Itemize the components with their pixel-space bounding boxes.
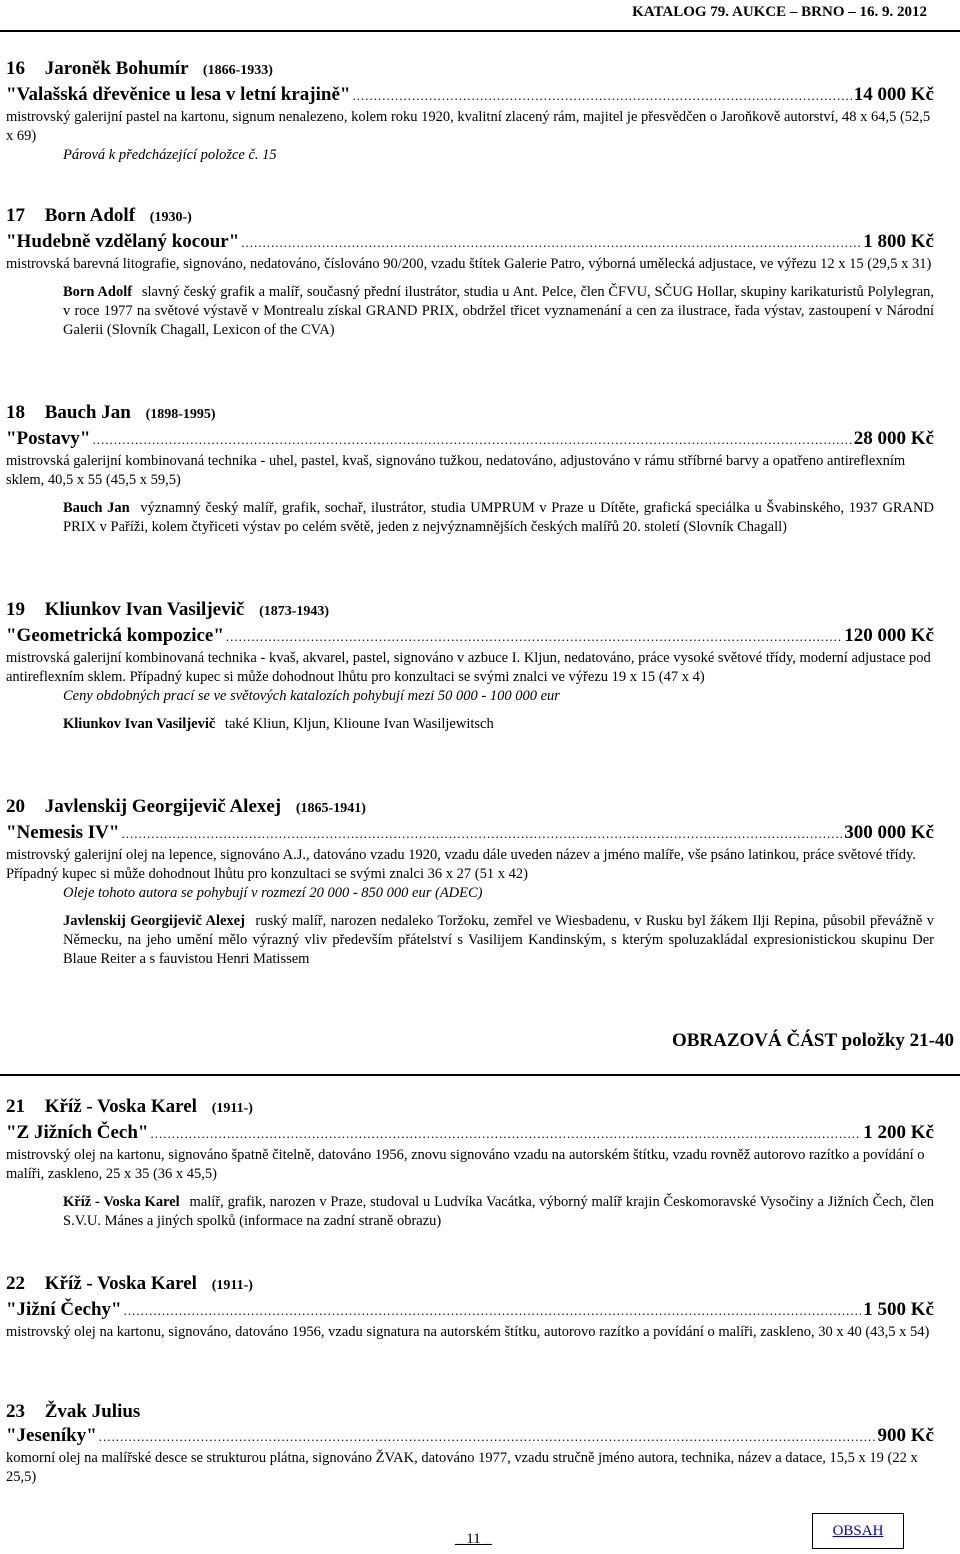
lot-number: 18 [6, 402, 25, 423]
artwork-title: "Postavy" [6, 428, 91, 449]
artwork-description: mistrovská galerijní kombinovaná technika - kvaš, akvarel, pastel, signováno v azbuce I. Kljun, nedatováno, práce vysoké světové třídy, moderní adjustace pod antireflexním sklem. Případný kupec si může dohodnout lhůtu pro konzultaci se svými znalci ve výřezu 19 x 15 (47 x 4) [6, 650, 931, 685]
title-row [6, 83, 934, 108]
leader-dots [92, 428, 851, 452]
catalog-title: KATALOG 79. AUKCE – BRNO – 16. 9. 2012 [632, 4, 927, 20]
contents-link[interactable]: OBSAH [812, 1513, 904, 1549]
lot-item-16 [6, 57, 934, 165]
title-row [6, 230, 934, 255]
lot-price: 120 000 Kč [844, 625, 934, 646]
artist-name: Kříž - Voska Karel [44, 1273, 197, 1294]
leader-dots [226, 625, 842, 649]
lot-price: 1 800 Kč [863, 231, 934, 252]
title-row [6, 1121, 934, 1146]
lot-number: 21 [6, 1096, 25, 1117]
artist-dates: (1911-) [211, 1101, 253, 1116]
lot-price: 14 000 Kč [853, 84, 934, 105]
lot-number: 17 [6, 205, 25, 226]
lot-number: 23 [6, 1401, 25, 1422]
bio-text: ruský malíř, narozen nedaleko Toržoku, zemřel ve Wiesbadenu, v Rusku byl žákem Ilji Repina, působil převážně v Německu, na jeho umění mělo výrazný vliv především přátelství s Vasilijem Kandinským, s kterým spoluzakládal expresionistickou skupinu Der Blaue Reiter a s fauvistou Henri Matissem [63, 913, 935, 967]
lot-number: 16 [6, 58, 25, 79]
leader-dots [99, 1425, 876, 1449]
artist-name: Kříž - Voska Karel [44, 1096, 197, 1117]
artwork-title: "Nemesis IV" [6, 822, 120, 843]
leader-dots [352, 84, 851, 108]
page-number-text: _ 11 _ [455, 1531, 492, 1547]
bio-artist-name: Born Adolf [63, 284, 133, 300]
artist-line [6, 204, 934, 230]
title-row [6, 1424, 934, 1449]
section-heading: OBRAZOVÁ ČÁST položky 21-40 [671, 1030, 954, 1051]
bio-artist-name: Kříž - Voska Karel [63, 1194, 180, 1210]
artist-dates: (1873-1943) [259, 604, 330, 619]
artist-dates: (1911-) [211, 1278, 253, 1293]
artist-line [6, 1095, 934, 1121]
artist-bio [63, 499, 934, 537]
bio-text: slavný český grafik a malíř, současný přední ilustrátor, studia u Ant. Pelce, člen ČFVU, SČUG Hollar, skupiny karikaturistů Polylegran, v roce 1977 na světové výstavě v Montrealu získal GRAND PRIX, obdržel třicet vyznamenání a cen za ilustrace, řada výstav, zastoupení v Národní Galerii (Slovník Chagall, Lexicon of the CVA) [63, 284, 934, 338]
lot-item-20 [6, 795, 934, 969]
artist-name: Jaroněk Bohumír [44, 58, 189, 79]
artist-name: Born Adolf [44, 205, 136, 226]
artist-dates: (1930-) [149, 210, 192, 225]
lot-item-22 [6, 1272, 934, 1342]
artwork-title: "Jižní Čechy" [6, 1299, 122, 1320]
lot-item-19 [6, 598, 934, 734]
lot-price: 1 200 Kč [863, 1122, 934, 1143]
catalog-header [0, 4, 960, 21]
bio-artist-name: Javlenskij Georgijevič Alexej [63, 913, 245, 929]
artwork-description: komorní olej na malířské desce se strukturou plátna, signováno ŽVAK, datováno 1977, vzadu stručně jméno autora, technika, název a datace, 15,5 x 19 (22 x 25,5) [6, 1450, 918, 1485]
page-number [455, 1531, 492, 1548]
artist-line [6, 1272, 934, 1298]
artwork-description: mistrovský olej na kartonu, signováno, datováno 1956, vzadu signatura na autorském štítku, autorovo razítko a povídání o malíři, zaskleno, 30 x 40 (43,5 x 54) [6, 1324, 930, 1340]
leader-dots [241, 231, 861, 255]
lot-price: 1 500 Kč [863, 1299, 934, 1320]
artwork-title: "Z Jižních Čech" [6, 1122, 149, 1143]
lot-item-17 [6, 204, 934, 340]
lot-price: 300 000 Kč [844, 822, 934, 843]
title-row [6, 624, 934, 649]
title-row [6, 821, 934, 846]
artwork-title: "Valašská dřevěnice u lesa v letní krajině" [6, 84, 351, 105]
bio-artist-name: Kliunkov Ivan Vasiljevič [63, 716, 216, 732]
artist-name: Žvak Julius [44, 1401, 141, 1422]
lot-item-23 [6, 1400, 934, 1487]
bio-artist-name: Bauch Jan [63, 500, 130, 516]
artwork-note: Ceny obdobných prací se ve světových katalozích pohybují mezi 50 000 - 100 000 eur [63, 688, 560, 704]
artwork-description: mistrovská galerijní kombinovaná technika - uhel, pastel, kvaš, signováno tužkou, nedatováno, adjustováno v rámu stříbrné barvy a opatřeno antireflexním sklem, 40,5 x 55 (45,5 x 59,5) [6, 453, 906, 488]
lot-item-18 [6, 401, 934, 537]
artist-bio [63, 912, 934, 969]
lot-price: 28 000 Kč [853, 428, 934, 449]
leader-dots [121, 822, 842, 846]
bio-text: významný český malíř, grafik, sochař, ilustrátor, studia UMPRUM v Praze u Dítěte, grafická speciálka u Švabinského, 1937 GRAND PRIX v Paříži, kolem čtyřiceti výstav po celém světě, jeden z nejvýznamnějších českých malířů 20. století (Slovník Chagall) [63, 500, 934, 535]
artist-bio [63, 715, 934, 734]
artist-name: Bauch Jan [44, 402, 131, 423]
artwork-note: Párová k předcházející položce č. 15 [63, 147, 277, 163]
header-divider [0, 30, 960, 32]
artwork-title: "Hudebně vzdělaný kocour" [6, 231, 240, 252]
artist-name: Kliunkov Ivan Vasiljevič [44, 599, 245, 620]
artwork-description: mistrovská barevná litografie, signováno, nedatováno, číslováno 90/200, vzadu štítek Galerie Patro, výborná umělecká adjustace, ve výřezu 12 x 15 (29,5 x 31) [6, 256, 932, 272]
artist-line [6, 795, 934, 821]
artwork-title: "Geometrická kompozice" [6, 625, 224, 646]
artist-line [6, 401, 934, 427]
artwork-description: mistrovský galerijní pastel na kartonu, signum nenalezeno, kolem roku 1920, kvalitní zlacený rám, majitel je přesvědčen o Jaroňkově autorství, 48 x 64,5 (52,5 x 69) [6, 109, 931, 144]
artwork-description: mistrovský galerijní olej na lepence, signováno A.J., datováno vzadu 1920, vzadu dále uveden název a jméno malíře, vše psáno latinkou, práce světové třídy. Případný kupec si může dohodnout lhůtu pro konzultaci se svými znalci 36 x 27 (51 x 42) [6, 847, 916, 882]
title-row [6, 427, 934, 452]
title-row [6, 1298, 934, 1323]
lot-number: 20 [6, 796, 25, 817]
artist-bio [63, 1193, 934, 1231]
lot-number: 22 [6, 1273, 25, 1294]
leader-dots [150, 1122, 861, 1146]
artwork-note: Oleje tohoto autora se pohybují v rozmezí 20 000 - 850 000 eur (ADEC) [63, 885, 483, 901]
artist-dates: (1898-1995) [145, 407, 216, 422]
lot-item-21 [6, 1095, 934, 1231]
section-divider [0, 1074, 960, 1076]
bio-text: také Kliun, Kljun, Klioune Ivan Wasiljewitsch [224, 716, 494, 732]
artist-line [6, 1400, 934, 1424]
artist-line [6, 598, 934, 624]
artist-dates: (1866-1933) [202, 63, 273, 78]
leader-dots [124, 1299, 862, 1323]
artist-dates: (1865-1941) [295, 801, 366, 816]
artist-name: Javlenskij Georgijevič Alexej [44, 796, 282, 817]
artist-line [6, 57, 934, 83]
artist-bio [63, 283, 934, 340]
artwork-title: "Jeseníky" [6, 1425, 97, 1446]
lot-price: 900 Kč [877, 1425, 934, 1446]
artwork-description: mistrovský olej na kartonu, signováno špatně čitelně, datováno 1956, znovu signováno vzadu na autorském štítku, vzadu rovněž autorovo razítko a povídání o malíři, zaskleno, 25 x 35 (36 x 45,5) [6, 1147, 925, 1182]
lot-number: 19 [6, 599, 25, 620]
bio-text: malíř, grafik, narozen v Praze, studoval u Ludvíka Vacátka, výborný malíř krajin Českomoravské Vysočiny a Jižních Čech, člen S.V.U. Mánes a jiných spolků (informace na zadní straně obrazu) [63, 1194, 935, 1229]
